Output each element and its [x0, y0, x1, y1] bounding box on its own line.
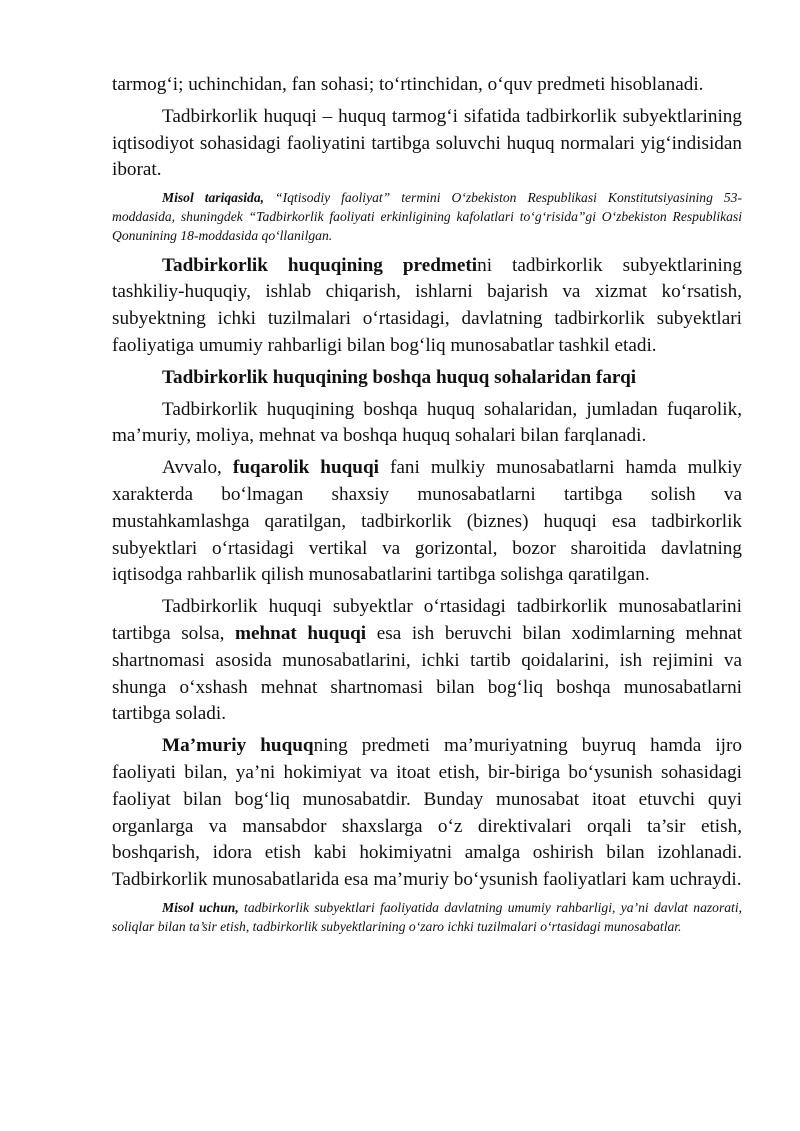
paragraph-definition: Tadbirkorlik huquqi – huquq tarmog‘i sifatida tadbirkorlik subyektlarining iqtisodiyot sohasidagi faoliyatini tartibga soluvchi huquq normalari yig‘indisidan iborat.	[112, 105, 742, 181]
bold-term: Ma’muriy huquq	[162, 735, 314, 757]
paragraph-pre: Tadbirkorlik huquqi subyektlar o‘rtasidagi tadbirkorlik munosabatlarini tartibga solsa,	[112, 596, 742, 644]
note-text: “Iqtisodiy faoliyat” termini O‘zbekiston Respublikasi Konstitutsiyasining 53-moddasida, shuningdek “Tadbirkorlik faoliyati erkinligining kafolatlari to‘g‘risida”gi O‘zbekiston Respublikasi Qonunining 18-moddasida qo‘llanilgan.	[112, 190, 743, 243]
paragraph-text: ning predmeti ma’muriyatning buyruq hamda ijro faoliyati bilan, ya’ni hokimiyat va itoat etish, bir-biriga bo‘ysunish sohasidagi faoliyat bilan bog‘liq munosabatdir. Bunday munosabat itoat etuvchi quyi organlarga va mansabdor shaxslarga o‘z direktivalari orqali ta’sir etish, boshqarish, idora etish kabi hokimiyatni amalga oshirish bilan izohlanadi. Tadbirkorlik munosabatlarida esa ma’muriy bo‘ysunish faoliyatlari kam uchraydi.	[112, 735, 742, 891]
example-note-2	[112, 899, 742, 937]
paragraph-labor-law	[112, 594, 742, 728]
paragraph-continuation: tarmog‘i; uchinchidan, fan sohasi; to‘rtinchidan, o‘quv predmeti hisoblanadi.	[112, 74, 704, 95]
paragraph-text: fani mulkiy munosabatlarni hamda mulkiy xarakterda bo‘lmagan shaxsiy munosabatlarni tartibga solish va mustahkamlashga qaratilgan, tadbirkorlik (biznes) huquqi esa tadbirkorlik subyektlari o‘rtasidagi vertikal va gorizontal, bozor sharoitida davlatning iqtisodga rahbarlik qilish munosabatlarini tartibga solishga qaratilgan.	[112, 457, 742, 586]
bold-term: fuqarolik huquqi	[232, 457, 379, 479]
bold-term: mehnat huquqi	[235, 622, 367, 644]
note-lead: Misol uchun,	[162, 899, 239, 915]
bold-term: Tadbirkorlik huquqining predmeti	[162, 254, 478, 276]
section-heading: Tadbirkorlik huquqining boshqa huquq sohalaridan farqi	[162, 366, 637, 388]
paragraph-text: esa ish beruvchi bilan xodimlarning mehnat shartnomasi asosida munosabatlarini, ichki tartib qoidalarini, ish rejimini va shunga o‘xshash mehnat shartnomasi bilan bog‘liq boshqa munosabatlarni tartibga soladi.	[112, 622, 743, 725]
note-lead: Misol tariqasida,	[162, 190, 265, 206]
example-note-1	[112, 189, 742, 245]
paragraph-text: ni tadbirkorlik subyektlarining tashkiliy-huquqiy, ishlab chiqarish, ishlarni bajarish va xizmat ko‘rsatish, subyektning ichki tuzilmalari o‘rtasidagi, davlatning tadbirkorlik subyektlari faoliyatiga umumiy rahbarligi bilan bog‘liq munosabatlar tashkil etadi.	[112, 254, 742, 356]
document-page	[112, 72, 742, 944]
paragraph-pre: Avvalo,	[162, 457, 233, 479]
paragraph-administrative-law	[112, 733, 742, 894]
paragraph-differences: Tadbirkorlik huquqining boshqa huquq sohalaridan, jumladan fuqarolik, ma’muriy, moliya, mehnat va boshqa huquq sohalari bilan farqlanadi.	[112, 398, 742, 447]
paragraph-civil-law	[112, 455, 742, 589]
note-text: tadbirkorlik subyektlari faoliyatida davlatning umumiy rahbarligi, ya’ni davlat nazorati, soliqlar bilan ta’sir etish, tadbirkorlik subyektlarining o‘zaro ichki tuzilmalari o‘rtasidagi munosabatlar.	[112, 899, 742, 934]
paragraph-subject	[112, 253, 742, 360]
